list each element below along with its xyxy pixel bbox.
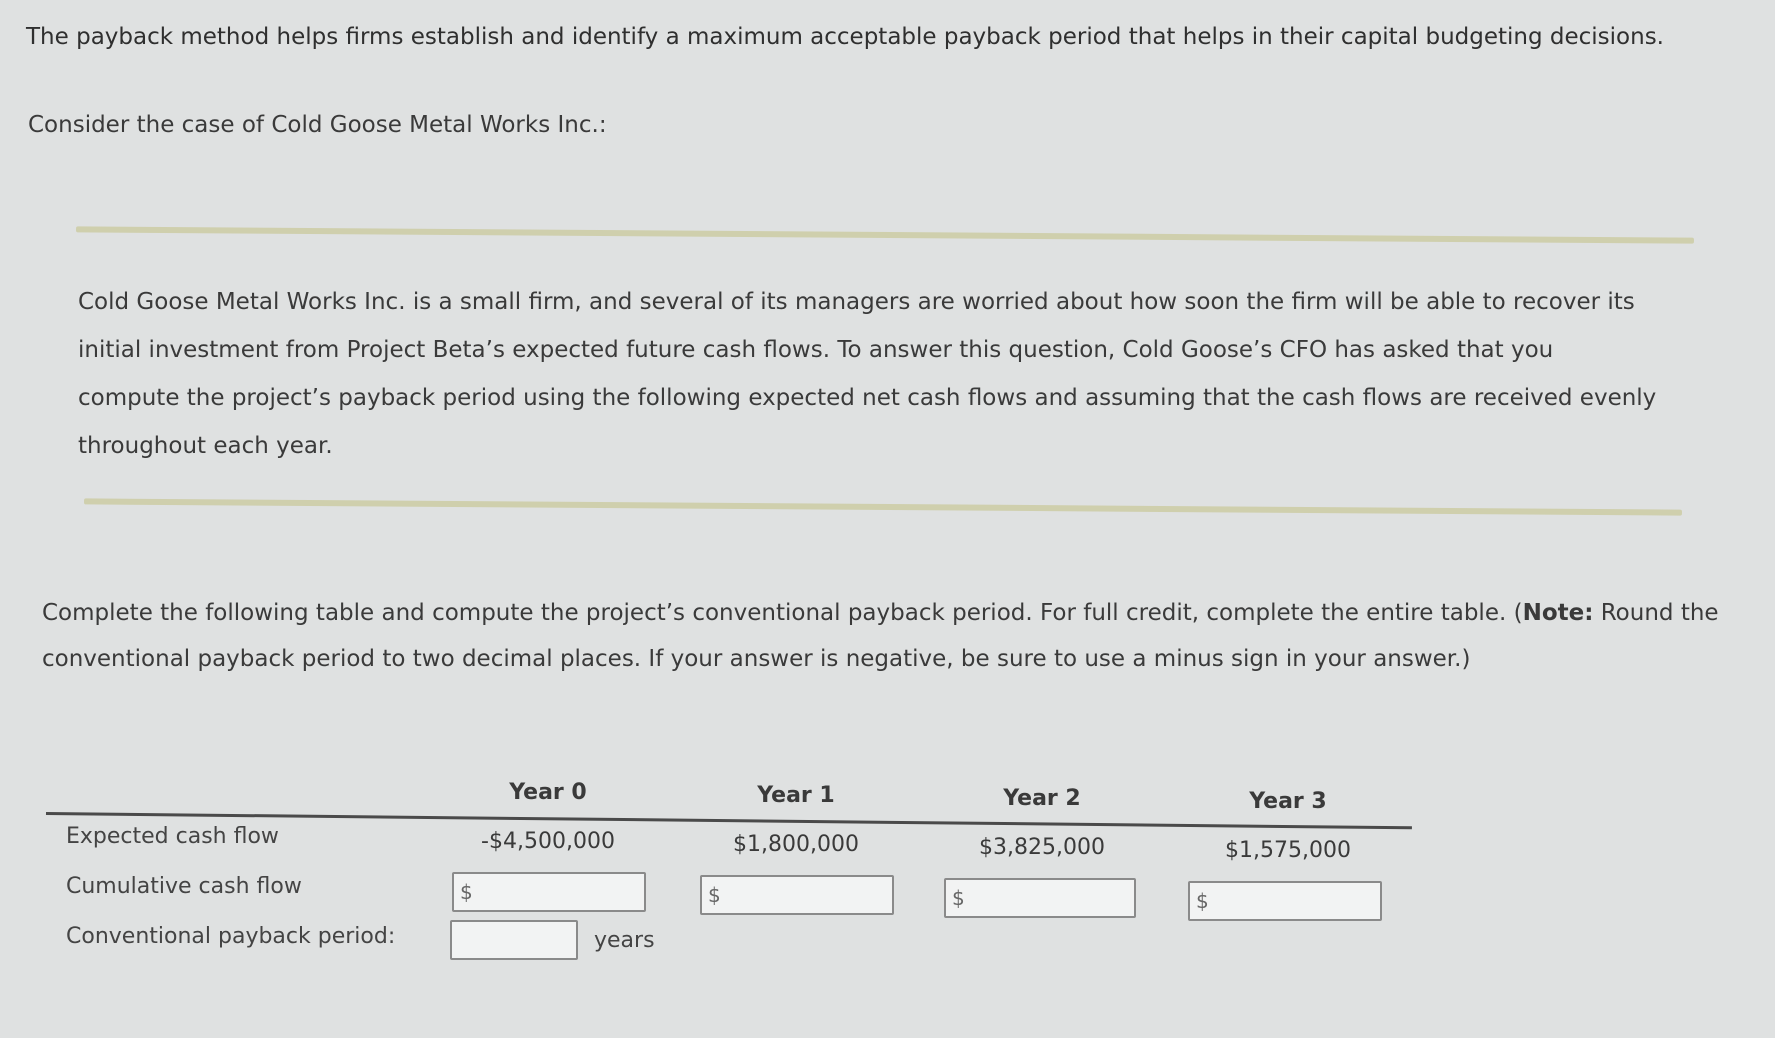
scenario-line: compute the project’s payback period using the following expected net cash flows and assuming that the cash flows are received evenly [78,385,1657,411]
dollar-sign: $ [460,880,473,904]
scenario-line: initial investment from Project Beta’s expected future cash flows. To answer this question, Cold Goose’s CFO has asked that you [78,337,1554,363]
task-line-1-text: Complete the following table and compute the project’s conventional payback period. For full credit, complete the entire table. ( [42,600,1523,626]
cumulative-cash-flow-label: Cumulative cash flow [66,874,302,899]
cumulative-cf-input-year-2[interactable] [944,878,1136,918]
cumulative-cf-input-year-0[interactable] [452,872,646,912]
expected-cf-year-0: -$4,500,000 [481,829,615,854]
expected-cf-year-2: $3,825,000 [979,835,1105,860]
task-instructions [42,590,1742,682]
scenario-line: throughout each year. [78,433,333,459]
task-line-2: conventional payback period to two decimal places. If your answer is negative, be sure to use a minus sign in your answer.) [42,646,1471,672]
dollar-sign: $ [708,883,721,907]
task-line-1 [42,590,1742,636]
col-year-3: Year 3 [1249,789,1327,814]
dollar-sign: $ [952,886,965,910]
dollar-sign: $ [1196,889,1209,913]
note-label: Note: [1522,600,1594,626]
cumulative-cf-input-year-1[interactable] [700,875,894,915]
col-year-1: Year 1 [757,783,835,808]
expected-cf-year-3: $1,575,000 [1225,838,1351,863]
divider-bottom [84,498,1682,515]
payback-period-input[interactable] [450,920,578,960]
payback-period-label: Conventional payback period: [66,924,396,949]
cumulative-cf-input-year-3[interactable] [1188,881,1382,921]
case-heading: Consider the case of Cold Goose Metal Works Inc.: [28,112,607,138]
expected-cf-year-1: $1,800,000 [733,832,859,857]
divider-top [76,226,1694,243]
task-line-1-end: Round the [1593,600,1719,626]
col-year-0: Year 0 [509,780,587,805]
scenario-box [78,278,1698,470]
intro-text: The payback method helps firms establish and identify a maximum acceptable payback period that helps in their capital budgeting decisions. [26,24,1664,50]
years-unit-label: years [594,928,655,953]
col-year-2: Year 2 [1003,786,1081,811]
expected-cash-flow-label: Expected cash flow [66,824,279,849]
scenario-line: Cold Goose Metal Works Inc. is a small firm, and several of its managers are worried about how soon the firm will be able to recover its [78,289,1635,315]
